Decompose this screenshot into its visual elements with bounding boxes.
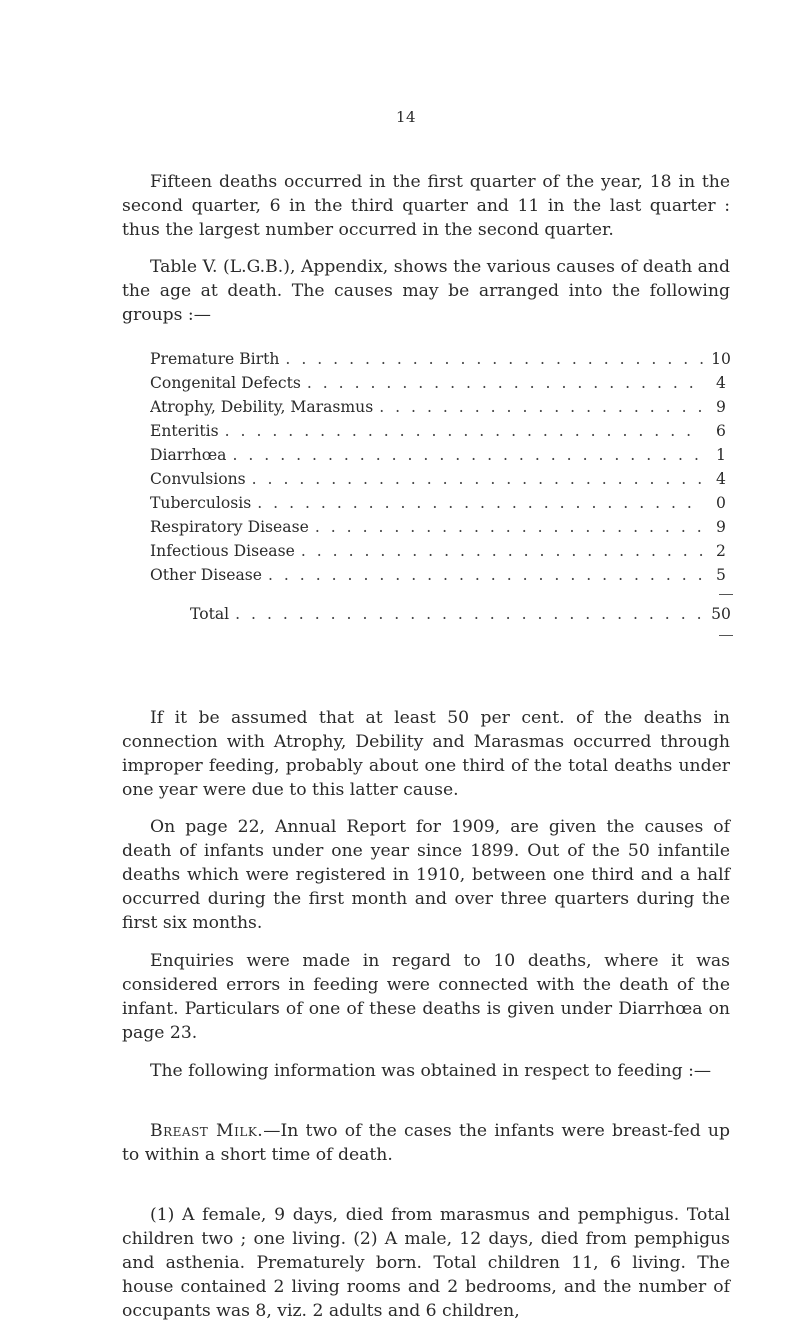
cause-label: Diarrhœa [150,446,227,464]
cause-count: 9 [716,518,726,536]
cause-label: Convulsions [150,470,246,488]
cause-count: 1 [716,446,726,464]
table-row [150,422,733,446]
leader-dots [235,605,703,623]
page-number: 14 [396,108,417,126]
table-row [150,398,733,422]
table-row [150,542,733,566]
paragraph-enquiries: Enquiries were made in regard to 10 deaths, where it was considered errors in feeding were connected with the death of the infant. Particulars of one of these deaths is given under Diarrhœa on page 23. [122,951,730,1043]
table-row [150,518,733,542]
section-heading-breast-milk: Breast Milk. [150,1121,264,1141]
leader-dots [285,350,703,368]
table-row [150,350,733,374]
cause-count: 2 [716,542,726,560]
leader-dots [225,422,703,440]
cause-count: 10 [711,350,731,368]
leader-dots [252,470,703,488]
paragraph-annual-report: On page 22, Annual Report for 1909, are given the causes of death of infants under one year since 1899. Out of the 50 infantile deaths which were registered in 1910, between one third and a half occurred during the first month and over three quarters during the first six months. [122,817,730,933]
leader-dots [315,518,703,536]
paragraph-quarterly-deaths: Fifteen deaths occurred in the first quarter of the year, 18 in the second quarter, 6 in the third quarter and 11 in the last quarter : thus the largest number occurred in the second quarter. [122,172,730,240]
total-label: Total [190,605,230,623]
leader-dots [257,494,703,512]
cause-count: 4 [716,470,726,488]
paragraph-breast-milk [122,1119,730,1167]
cause-label: Atrophy, Debility, Marasmus [150,398,374,416]
cause-label: Respiratory Disease [150,518,309,536]
total-rule-top [719,594,733,595]
total-value: 50 [711,605,731,623]
cause-count: 4 [716,374,726,392]
cause-label: Enteritis [150,422,219,440]
table-total-row [150,605,733,629]
cause-label: Congenital Defects [150,374,301,392]
paragraph-table-intro: Table V. (L.G.B.), Appendix, shows the various causes of death and the age at death. The causes may be arranged into the following groups :— [122,257,730,325]
leader-dots [307,374,703,392]
leader-dots [379,398,703,416]
cause-count: 6 [716,422,726,440]
paragraph-case-details: (1) A female, 9 days, died from marasmus and pemphigus. Total children two ; one living. (2) A male, 12 days, died from pemphigus and asthenia. Prematurely born. Total children 11, 6 living. The house contained 2 living rooms and 2 bedrooms, and the number of occupants was 8, viz. 2 adults and 6 children, [122,1205,730,1321]
total-rule-bottom [719,635,733,636]
table-row [150,470,733,494]
table-row [150,374,733,398]
cause-label: Other Disease [150,566,262,584]
cause-count: 9 [716,398,726,416]
cause-label: Infectious Disease [150,542,295,560]
table-row [150,446,733,470]
table-row [150,566,733,590]
breast-milk-text: —In two of the cases the infants were breast-fed up to within a short time of death. [122,1121,730,1165]
cause-label: Tuberculosis [150,494,252,512]
leader-dots [268,566,703,584]
cause-count: 5 [716,566,726,584]
leader-dots [301,542,703,560]
causes-of-death-table [150,350,733,636]
cause-count: 0 [716,494,726,512]
paragraph-feeding-info: The following information was obtained in respect to feeding :— [150,1061,712,1081]
cause-label: Premature Birth [150,350,280,368]
table-row [150,494,733,518]
leader-dots [232,446,703,464]
paragraph-atrophy-assumption: If it be assumed that at least 50 per cent. of the deaths in connection with Atrophy, Debility and Marasmas occurred through improper feeding, probably about one third of the total deaths under one year were due to this latter cause. [122,708,730,800]
